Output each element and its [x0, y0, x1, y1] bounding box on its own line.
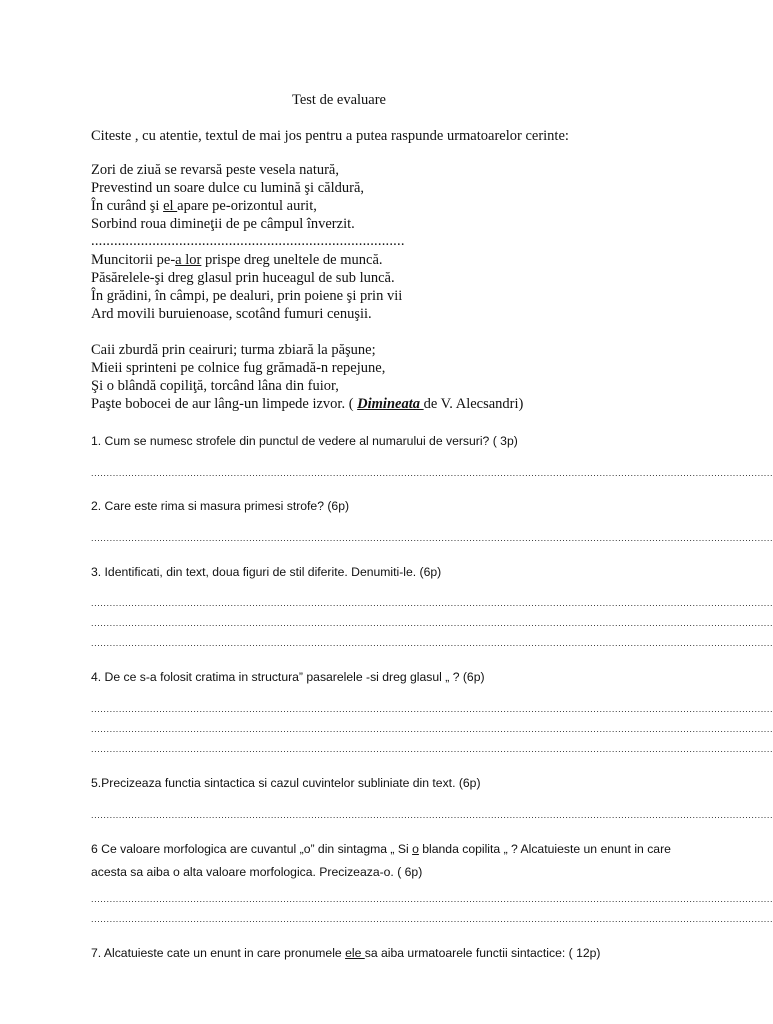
question-5: 5.Precizeaza functia sintactica si cazul cuvintelor subliniate din text. (6p) [91, 776, 481, 790]
poem-title: Dimineata [357, 396, 424, 412]
question-text: sa aiba urmatoarele functii sintactice: ( 12p) [364, 946, 601, 960]
question-1: 1. Cum se numesc strofele din punctul de vedere al numarului de versuri? ( 3p) [91, 434, 518, 448]
poem-line: Zori de ziuă se revarsă peste vesela natură, [91, 162, 339, 178]
answer-line[interactable]: ............................................................................................................................................................................................................................ [91, 618, 773, 628]
poem-line: Prevestind un soare dulce cu lumină şi căldură, [91, 180, 365, 196]
underlined-word: ele [345, 946, 365, 960]
question-2: 2. Care este rima si masura primesi strofe? (6p) [91, 499, 350, 513]
poem-line [91, 197, 317, 215]
poem-line: Păsărelele-şi dreg glasul prin huceagul de sub luncă. [91, 270, 395, 286]
poem-line [91, 251, 383, 269]
answer-line[interactable]: ............................................................................................................................................................................................................................ [91, 533, 773, 543]
poem-line-text: Muncitorii pe- [91, 252, 176, 268]
underlined-word: o [412, 842, 419, 856]
poem-line: Şi o blândă copiliţă, torcând lâna din fuior, [91, 378, 339, 394]
underlined-word: el [163, 198, 178, 214]
question-text: 6 Ce valoare morfologica are cuvantul „o” din sintagma „ Si [91, 842, 413, 856]
instruction-text: Citeste , cu atentie, textul de mai jos pentru a putea raspunde urmatoarelor cerinte: [91, 128, 569, 144]
poem-line-text: apare pe-orizontul aurit, [177, 198, 317, 214]
poem-line: Ard movili buruienoase, scotând fumuri cenuşii. [91, 306, 372, 322]
answer-line[interactable]: ............................................................................................................................................................................................................................ [91, 914, 773, 924]
question-text: blanda copilita „ ? Alcatuieste un enunt in care acesta sa aiba o alta valoare morfologica. Precizeaza-o. ( 6p) [91, 842, 671, 879]
question-4: 4. De ce s-a folosit cratima in structura” pasarelele -si dreg glasul „ ? (6p) [91, 670, 485, 684]
poem-line: În grădini, în câmpi, pe dealuri, prin poiene şi prin vii [91, 288, 403, 304]
poem-line [91, 395, 523, 413]
answer-line[interactable]: ............................................................................................................................................................................................................................ [91, 638, 773, 648]
question-6 [91, 838, 683, 884]
answer-line[interactable]: ............................................................................................................................................................................................................................ [91, 598, 773, 608]
poem-line: Mieii sprinteni pe colnice fug grămadă-n repejune, [91, 360, 386, 376]
poem-separator: .................................................................................. [91, 233, 405, 249]
page-title: Test de evaluare [292, 92, 386, 108]
underlined-word: a lor [175, 252, 202, 268]
answer-line[interactable]: ............................................................................................................................................................................................................................ [91, 810, 773, 820]
answer-line[interactable]: ............................................................................................................................................................................................................................ [91, 894, 773, 904]
poem-line-text: În curând şi [91, 198, 164, 214]
answer-line[interactable]: ............................................................................................................................................................................................................................ [91, 724, 773, 734]
question-7 [91, 946, 600, 960]
poem-line-text: Paşte bobocei de aur lâng-un limpede izvor. ( [91, 396, 358, 412]
answer-line[interactable]: ............................................................................................................................................................................................................................ [91, 468, 773, 478]
poem-line: Sorbind roua dimineţii de pe câmpul înverzit. [91, 216, 355, 232]
poem-line-text: prispe dreg uneltele de muncă. [201, 252, 383, 268]
answer-line[interactable]: ............................................................................................................................................................................................................................ [91, 704, 773, 714]
poem-line: Caii zburdă prin ceairuri; turma zbiară la păşune; [91, 342, 376, 358]
question-text: 7. Alcatuieste cate un enunt in care pronumele [91, 946, 346, 960]
poem-author: de V. Alecsandri) [423, 396, 524, 412]
question-3: 3. Identificati, din text, doua figuri de stil diferite. Denumiti-le. (6p) [91, 565, 442, 579]
answer-line[interactable]: ............................................................................................................................................................................................................................ [91, 744, 773, 754]
